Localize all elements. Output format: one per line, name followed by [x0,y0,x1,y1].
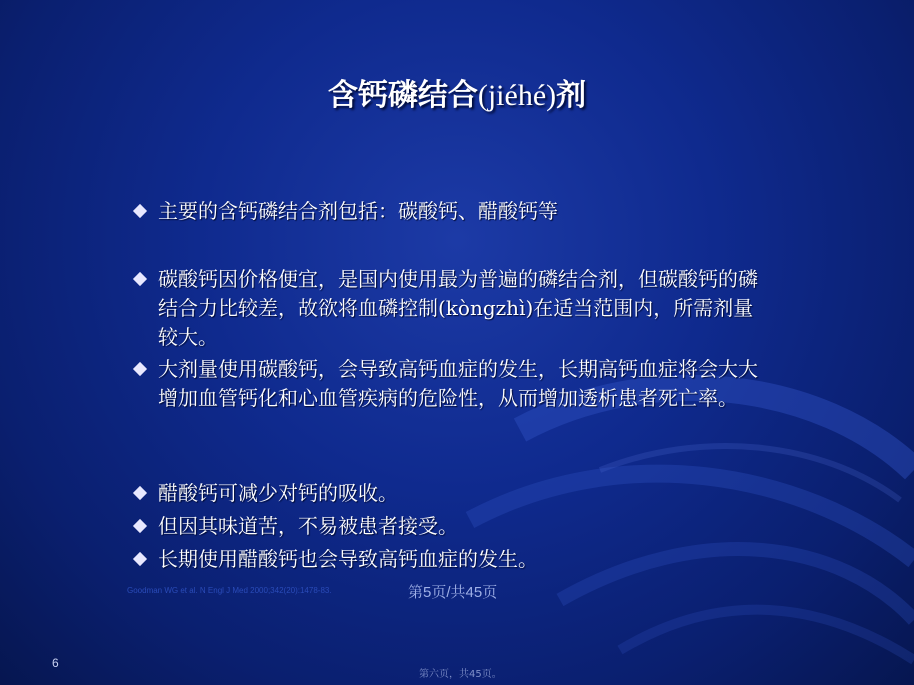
bullet-icon [133,272,147,286]
slide-number: 6 [52,656,59,670]
bullet-icon [133,519,147,533]
bullet-icon [133,486,147,500]
page-count: 第5页/共45页 [408,584,498,601]
bullet-icon [133,204,147,218]
slide-title [0,70,914,114]
slide-title-part1: 含钙磷结合 [327,78,478,113]
footer-page-label: 第六页，共45页。 [419,669,502,680]
slide-title-pinyin: (jiéhé) [477,79,557,112]
bullet-icon [133,362,147,376]
citation-reference: Goodman WG et al. N Engl J Med 2000;342(20):1478-83. [127,586,332,595]
paragraph-long-term-use: 长期使用醋酸钙也会导致高钙血症的发生。 [158,547,538,571]
paragraph-bitter-taste: 但因其味道苦，不易被患者接受。 [158,514,458,538]
paragraph-calcium-acetate: 醋酸钙可减少对钙的吸收。 [158,481,398,505]
bullet-icon [133,552,147,566]
paragraph-calcium-carbonate: 碳酸钙因价格便宜，是国内使用最为普遍的磷结合剂，但碳酸钙的磷结合力比较差，故欲将血磷控制(kòngzhì)在适当范围内，所需剂量较大。 [158,267,758,349]
paragraph-calcium-binders: 主要的含钙磷结合剂包括：碳酸钙、醋酸钙等 [158,199,558,223]
paragraph-high-dose-risk: 大剂量使用碳酸钙，会导致高钙血症的发生，长期高钙血症将会大大增加血管钙化和心血管疾病的危险性，从而增加透析患者死亡率。 [158,357,758,410]
slide-title-part2: 剂 [556,78,587,113]
